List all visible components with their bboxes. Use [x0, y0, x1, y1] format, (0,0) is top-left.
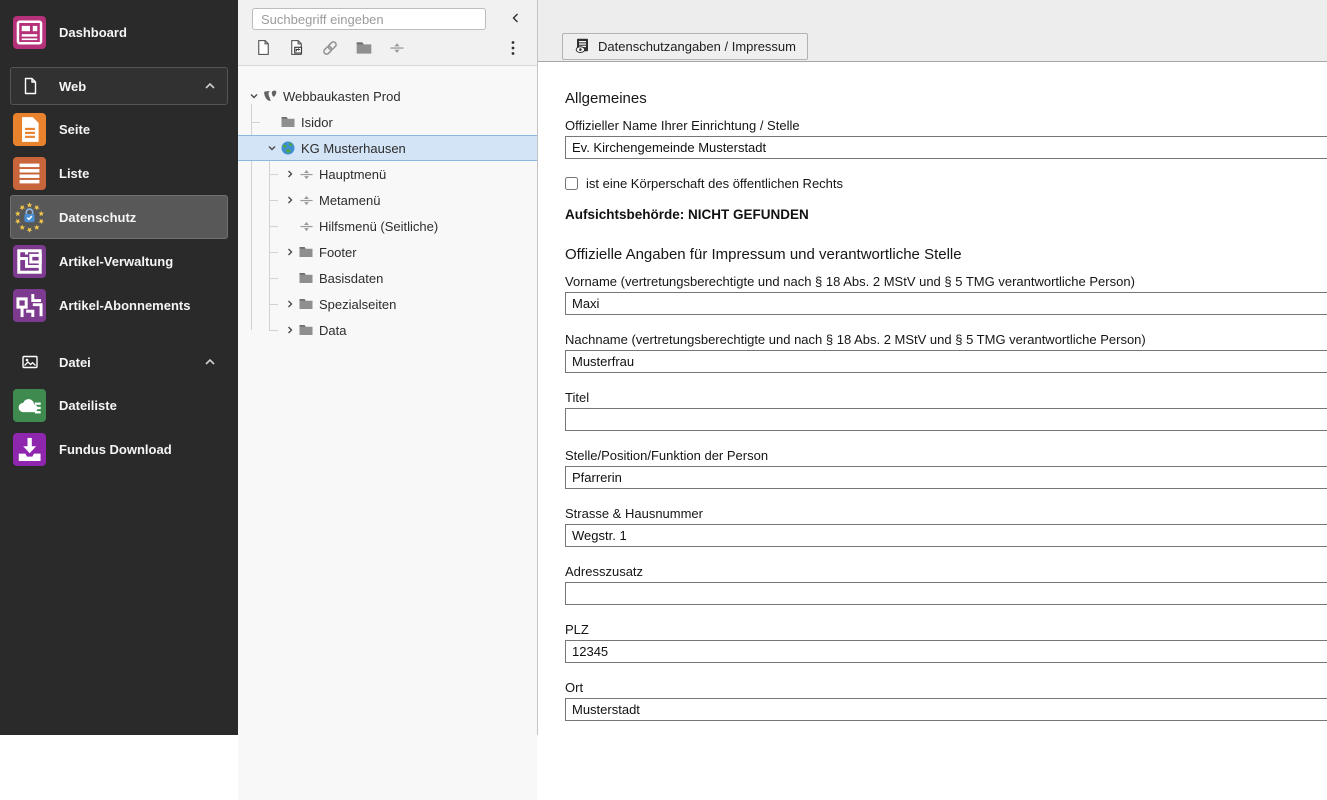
- chevron-down-icon[interactable]: [246, 88, 262, 104]
- field-titel: [565, 390, 1327, 431]
- file-group-icon: [13, 352, 46, 372]
- field-plz: [565, 622, 1327, 663]
- sidebar-item-label: Liste: [59, 165, 90, 181]
- sidebar-item-label: Artikel-Verwaltung: [59, 253, 174, 269]
- field-adresszusatz: [565, 564, 1327, 605]
- tree-node-data[interactable]: [238, 317, 537, 343]
- section-title-offizielle-angaben: Offizielle Angaben für Impressum und verantwortliche Stelle: [565, 246, 962, 263]
- kebab-menu-icon[interactable]: [504, 37, 522, 59]
- field-label: Vorname (vertretungsberechtigte und nach § 18 Abs. 2 MStV und § 5 TMG verantwortliche Person): [565, 274, 1135, 289]
- sidebar-item-label: Artikel-Abonnements: [59, 297, 191, 313]
- tree-node-label: Hilfsmenü (Seitliche): [319, 218, 439, 234]
- chevron-down-icon[interactable]: [264, 140, 280, 156]
- sidebar-item-seite[interactable]: [10, 107, 228, 151]
- new-shortcut-page-icon[interactable]: [286, 37, 307, 58]
- article-management-icon: [13, 245, 46, 278]
- sidebar-item-datenschutz[interactable]: [10, 195, 228, 239]
- article-subscriptions-icon: [13, 289, 46, 322]
- field-vorname: [565, 274, 1327, 315]
- field-strasse: [565, 506, 1327, 547]
- sidebar-item-label: Seite: [59, 121, 91, 137]
- field-ort: [565, 680, 1327, 721]
- filelist-icon: [13, 389, 46, 422]
- tree-panel-header: [238, 0, 537, 65]
- field-label: Titel: [565, 390, 590, 405]
- chevron-right-icon[interactable]: [282, 296, 298, 312]
- doc-header: [538, 0, 1327, 62]
- tree-toolbar: [253, 38, 525, 65]
- tree-node-label: Webbaukasten Prod: [283, 88, 401, 104]
- page-tree: [238, 65, 537, 800]
- web-group-icon: [13, 76, 46, 96]
- field-nachname: [565, 332, 1327, 373]
- chevron-right-icon[interactable]: [282, 192, 298, 208]
- nachname-input[interactable]: [565, 350, 1327, 373]
- sidebar-group-label: Datei: [59, 354, 91, 370]
- chevron-up-icon: [203, 79, 217, 93]
- tree-node-webbaukasten-prod[interactable]: [238, 83, 537, 109]
- folder-icon: [298, 296, 314, 312]
- chevron-left-icon: [509, 11, 523, 28]
- field-label: Stelle/Position/Funktion der Person: [565, 448, 769, 463]
- tree-node-label: Hauptmenü: [319, 166, 387, 182]
- field-label: Nachname (vertretungsberechtigte und nach § 18 Abs. 2 MStV und § 5 TMG verantwortliche Person): [565, 332, 1146, 347]
- tree-node-footer[interactable]: [238, 239, 537, 265]
- sidebar-item-label: Dashboard: [59, 24, 127, 40]
- checkbox-label: ist eine Körperschaft des öffentlichen Rechts: [586, 176, 844, 191]
- field-label: PLZ: [565, 622, 589, 637]
- tree-node-label: Data: [319, 322, 347, 338]
- tree-node-metamenu[interactable]: [238, 187, 537, 213]
- separator-icon: [298, 218, 314, 234]
- chevron-right-icon[interactable]: [282, 244, 298, 260]
- content-area: [538, 0, 1327, 735]
- search-input[interactable]: [252, 8, 486, 30]
- new-separator-icon[interactable]: [387, 38, 407, 58]
- tree-node-basisdaten[interactable]: [238, 265, 537, 291]
- sidebar-item-dateiliste[interactable]: [10, 383, 228, 427]
- sidebar-item-liste[interactable]: [10, 151, 228, 195]
- sidebar-item-label: Datenschutz: [59, 209, 137, 225]
- tree-node-label: Spezialseiten: [319, 296, 397, 312]
- separator-icon: [298, 192, 314, 208]
- field-stelle-position: [565, 448, 1327, 489]
- field-official-name: [565, 118, 1327, 159]
- download-icon: [13, 433, 46, 466]
- sidebar-group-label: Web: [59, 78, 87, 94]
- tree-node-label: Isidor: [301, 114, 333, 130]
- stelle-position-input[interactable]: [565, 466, 1327, 489]
- strasse-input[interactable]: [565, 524, 1327, 547]
- chevron-right-icon[interactable]: [282, 166, 298, 182]
- list-module-icon: [13, 157, 46, 190]
- tree-node-label: Basisdaten: [319, 270, 384, 286]
- dashboard-icon: [13, 16, 46, 49]
- folder-icon: [280, 114, 296, 130]
- sidebar-item-fundus-download[interactable]: [10, 427, 228, 471]
- typo3-logo-icon: [262, 88, 278, 104]
- folder-icon: [298, 270, 314, 286]
- new-page-icon[interactable]: [253, 37, 274, 58]
- official-name-input[interactable]: [565, 136, 1327, 159]
- collapse-panel-button[interactable]: [507, 9, 525, 30]
- privacy-form: [538, 62, 1327, 735]
- field-label: Ort: [565, 680, 584, 695]
- sidebar-item-label: Fundus Download: [59, 441, 172, 457]
- sidebar-item-dashboard[interactable]: [10, 10, 228, 54]
- tree-node-hilfsmenu[interactable]: [238, 213, 537, 239]
- folder-icon: [298, 322, 314, 338]
- button-label: Datenschutzangaben / Impressum: [598, 39, 796, 54]
- sidebar-item-artikel-verwaltung[interactable]: [10, 239, 228, 283]
- chevron-up-icon: [203, 355, 217, 369]
- checkbox-koerperschaft-row: [565, 176, 1327, 191]
- tree-node-label: Footer: [319, 244, 357, 260]
- tree-node-kg-musterhausen[interactable]: [238, 135, 537, 161]
- sidebar-group-web[interactable]: [10, 67, 228, 105]
- section-title-allgemeines: Allgemeines: [565, 90, 647, 107]
- tree-node-spezialseiten[interactable]: [238, 291, 537, 317]
- plz-input[interactable]: [565, 640, 1327, 663]
- titel-input[interactable]: [565, 408, 1327, 431]
- field-label: Strasse & Hausnummer: [565, 506, 703, 521]
- globe-icon: [280, 140, 296, 156]
- ort-input[interactable]: [565, 698, 1327, 721]
- sidebar-item-artikel-abonnements[interactable]: [10, 283, 228, 327]
- koerperschaft-checkbox[interactable]: [565, 177, 578, 190]
- tree-node-hauptmenu[interactable]: [238, 161, 537, 187]
- tree-node-label: Metamenü: [319, 192, 381, 208]
- privacy-eu-lock-icon: [13, 201, 46, 234]
- folder-icon: [298, 244, 314, 260]
- sidebar-group-datei[interactable]: [10, 343, 228, 381]
- tree-node-isidor[interactable]: [238, 109, 537, 135]
- privacy-record-icon: [574, 37, 591, 57]
- page-tree-panel: [238, 0, 538, 735]
- field-label: Offizieller Name Ihrer Einrichtung / Stelle: [565, 118, 800, 133]
- separator-icon: [298, 166, 314, 182]
- page-module-icon: [13, 113, 46, 146]
- chevron-right-icon[interactable]: [282, 322, 298, 338]
- aufsichtsbehoerde-notice: Aufsichtsbehörde: NICHT GEFUNDEN: [565, 207, 809, 222]
- tree-node-label: KG Musterhausen: [301, 140, 406, 156]
- vorname-input[interactable]: [565, 292, 1327, 315]
- new-folder-icon[interactable]: [353, 37, 375, 59]
- sidebar-item-label: Dateiliste: [59, 397, 117, 413]
- field-label: Adresszusatz: [565, 564, 644, 579]
- privacy-impressum-button[interactable]: [562, 33, 808, 60]
- new-link-page-icon[interactable]: [319, 37, 341, 59]
- adresszusatz-input[interactable]: [565, 582, 1327, 605]
- module-sidebar: [0, 0, 238, 735]
